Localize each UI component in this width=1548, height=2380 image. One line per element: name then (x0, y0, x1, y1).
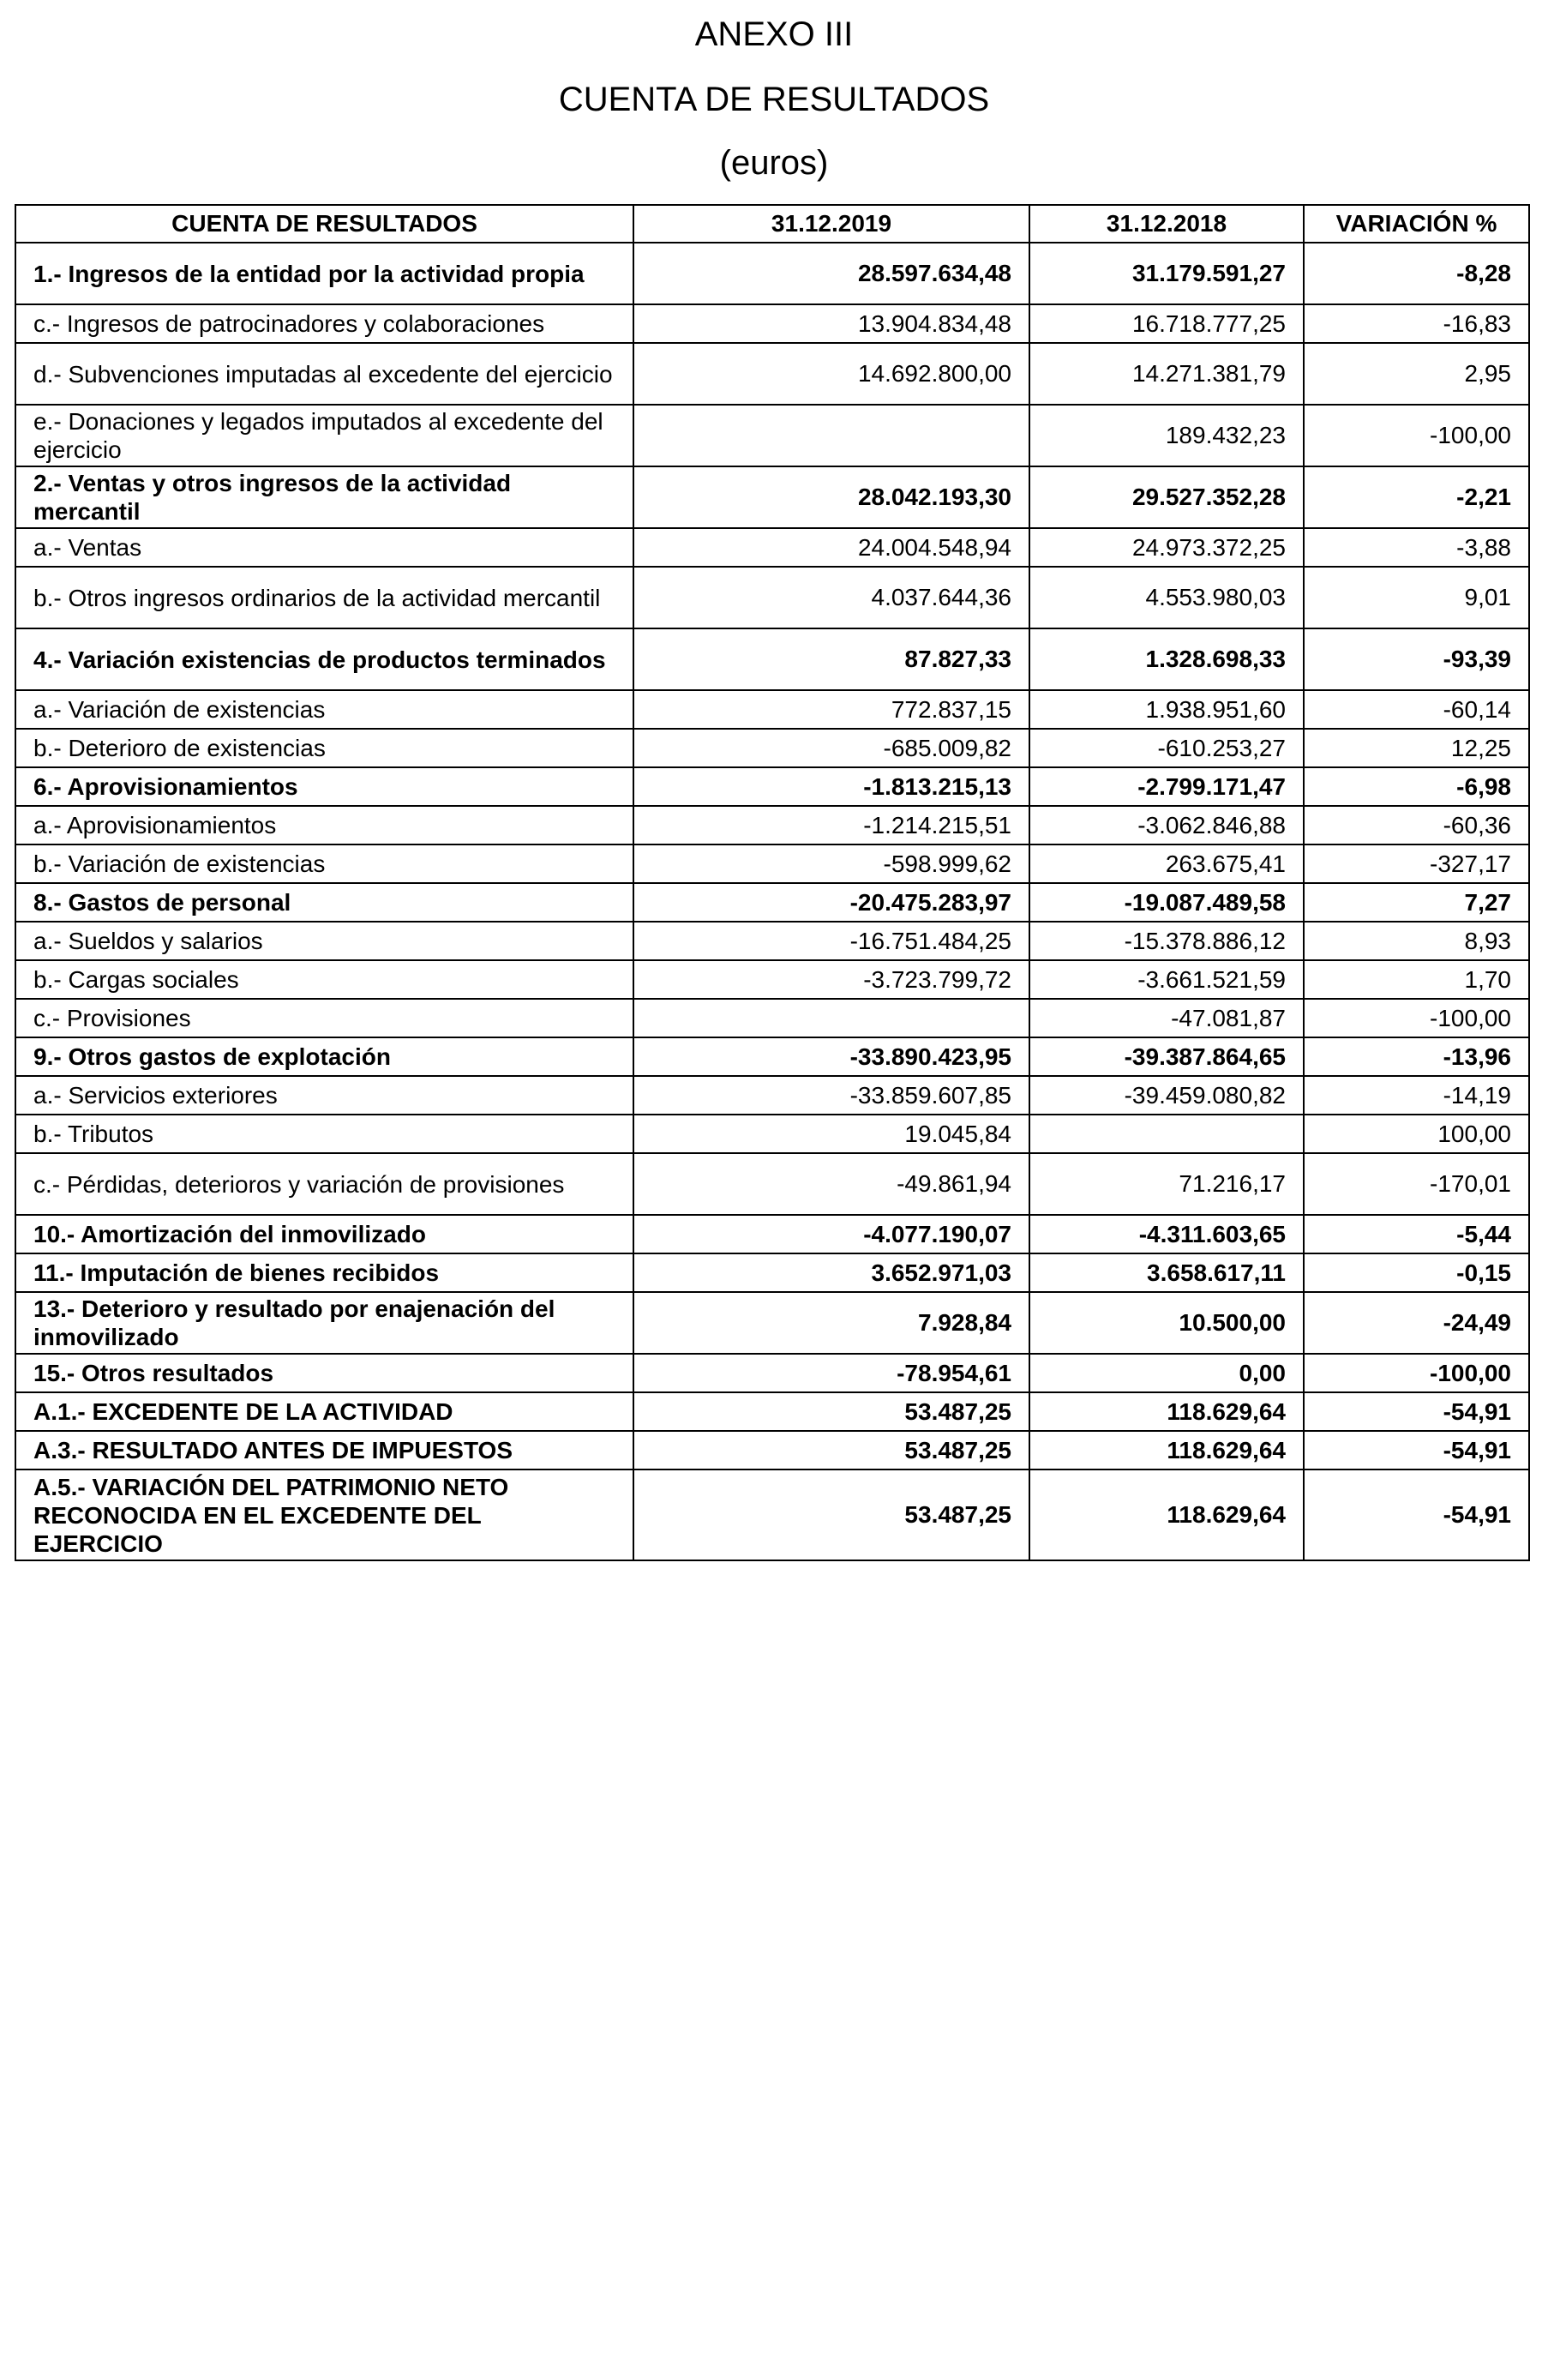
variation-percent: -14,19 (1304, 1076, 1529, 1115)
row-label: a.- Aprovisionamientos (15, 806, 633, 844)
table-row (15, 1153, 1529, 1215)
value-2019: 87.827,33 (633, 628, 1029, 690)
variation-percent: -170,01 (1304, 1153, 1529, 1215)
row-label: A.5.- VARIACIÓN DEL PATRIMONIO NETO RECONOCIDA EN EL EXCEDENTE DEL EJERCICIO (15, 1469, 633, 1560)
row-label: a.- Sueldos y salarios (15, 922, 633, 960)
value-2019: 4.037.644,36 (633, 567, 1029, 628)
table-row (15, 767, 1529, 806)
row-label: 2.- Ventas y otros ingresos de la actividad mercantil (15, 466, 633, 528)
value-2018: -19.087.489,58 (1029, 883, 1304, 922)
column-header-concept: CUENTA DE RESULTADOS (15, 205, 633, 243)
table-row (15, 1076, 1529, 1115)
variation-percent: -13,96 (1304, 1037, 1529, 1076)
value-2018 (1029, 1115, 1304, 1153)
variation-percent: 100,00 (1304, 1115, 1529, 1153)
variation-percent: -100,00 (1304, 405, 1529, 466)
value-2018: -3.661.521,59 (1029, 960, 1304, 999)
value-2019: -1.214.215,51 (633, 806, 1029, 844)
value-2018: 71.216,17 (1029, 1153, 1304, 1215)
column-header-2019: 31.12.2019 (633, 205, 1029, 243)
variation-percent: 1,70 (1304, 960, 1529, 999)
row-label: 15.- Otros resultados (15, 1354, 633, 1392)
value-2019: -3.723.799,72 (633, 960, 1029, 999)
table-row (15, 528, 1529, 567)
variation-percent: -24,49 (1304, 1292, 1529, 1354)
table-row (15, 844, 1529, 883)
table-row (15, 729, 1529, 767)
variation-percent: 8,93 (1304, 922, 1529, 960)
value-2019: 28.042.193,30 (633, 466, 1029, 528)
value-2018: 1.938.951,60 (1029, 690, 1304, 729)
value-2018: -15.378.886,12 (1029, 922, 1304, 960)
value-2018: 29.527.352,28 (1029, 466, 1304, 528)
value-2019: 7.928,84 (633, 1292, 1029, 1354)
value-2018: 4.553.980,03 (1029, 567, 1304, 628)
table-row (15, 304, 1529, 343)
value-2019: 772.837,15 (633, 690, 1029, 729)
variation-percent: 2,95 (1304, 343, 1529, 405)
value-2019: -33.859.607,85 (633, 1076, 1029, 1115)
table-row (15, 1253, 1529, 1292)
value-2018: -2.799.171,47 (1029, 767, 1304, 806)
value-2019: 14.692.800,00 (633, 343, 1029, 405)
variation-percent: -54,91 (1304, 1392, 1529, 1431)
variation-percent: -100,00 (1304, 999, 1529, 1037)
variation-percent: -0,15 (1304, 1253, 1529, 1292)
row-label: 9.- Otros gastos de explotación (15, 1037, 633, 1076)
value-2018: 16.718.777,25 (1029, 304, 1304, 343)
column-header-2018: 31.12.2018 (1029, 205, 1304, 243)
row-label: e.- Donaciones y legados imputados al excedente del ejercicio (15, 405, 633, 466)
row-label: b.- Variación de existencias (15, 844, 633, 883)
table-header (15, 205, 1529, 243)
variation-percent: -54,91 (1304, 1431, 1529, 1469)
table-row (15, 1115, 1529, 1153)
value-2019: 53.487,25 (633, 1431, 1029, 1469)
variation-percent: 9,01 (1304, 567, 1529, 628)
results-table (15, 204, 1530, 1561)
value-2018: -39.459.080,82 (1029, 1076, 1304, 1115)
row-label: b.- Cargas sociales (15, 960, 633, 999)
table-row (15, 960, 1529, 999)
table-row (15, 466, 1529, 528)
row-label: d.- Subvenciones imputadas al excedente del ejercicio (15, 343, 633, 405)
variation-percent: -327,17 (1304, 844, 1529, 883)
value-2018: 118.629,64 (1029, 1392, 1304, 1431)
value-2019: -49.861,94 (633, 1153, 1029, 1215)
row-label: c.- Ingresos de patrocinadores y colaboraciones (15, 304, 633, 343)
variation-percent: -6,98 (1304, 767, 1529, 806)
value-2018: 3.658.617,11 (1029, 1253, 1304, 1292)
variation-percent: 7,27 (1304, 883, 1529, 922)
document-title: CUENTA DE RESULTADOS (558, 81, 990, 118)
header-row (15, 205, 1529, 243)
row-label: a.- Ventas (15, 528, 633, 567)
value-2018: -610.253,27 (1029, 729, 1304, 767)
value-2018: -3.062.846,88 (1029, 806, 1304, 844)
variation-percent: -8,28 (1304, 243, 1529, 304)
table-row (15, 1354, 1529, 1392)
value-2019: -16.751.484,25 (633, 922, 1029, 960)
value-2018: 263.675,41 (1029, 844, 1304, 883)
row-label: c.- Provisiones (15, 999, 633, 1037)
row-label: A.3.- RESULTADO ANTES DE IMPUESTOS (15, 1431, 633, 1469)
value-2018: 24.973.372,25 (1029, 528, 1304, 567)
value-2019: -78.954,61 (633, 1354, 1029, 1392)
variation-percent: -93,39 (1304, 628, 1529, 690)
value-2018: 0,00 (1029, 1354, 1304, 1392)
value-2019: 53.487,25 (633, 1392, 1029, 1431)
value-2019: 24.004.548,94 (633, 528, 1029, 567)
table-row (15, 243, 1529, 304)
currency-unit: (euros) (719, 144, 829, 182)
variation-percent: -5,44 (1304, 1215, 1529, 1253)
table-row (15, 567, 1529, 628)
variation-percent: 12,25 (1304, 729, 1529, 767)
value-2018: -39.387.864,65 (1029, 1037, 1304, 1076)
annex-title: ANEXO III (694, 15, 854, 53)
row-label: 10.- Amortización del inmovilizado (15, 1215, 633, 1253)
value-2019 (633, 999, 1029, 1037)
row-label: a.- Servicios exteriores (15, 1076, 633, 1115)
table-row (15, 405, 1529, 466)
row-label: 1.- Ingresos de la entidad por la actividad propia (15, 243, 633, 304)
value-2018: 31.179.591,27 (1029, 243, 1304, 304)
value-2019: -1.813.215,13 (633, 767, 1029, 806)
variation-percent: -100,00 (1304, 1354, 1529, 1392)
row-label: c.- Pérdidas, deterioros y variación de provisiones (15, 1153, 633, 1215)
variation-percent: -16,83 (1304, 304, 1529, 343)
value-2018: -4.311.603,65 (1029, 1215, 1304, 1253)
table-body (15, 243, 1529, 1560)
value-2019: -685.009,82 (633, 729, 1029, 767)
value-2019: -20.475.283,97 (633, 883, 1029, 922)
table-row (15, 1469, 1529, 1560)
row-label: b.- Otros ingresos ordinarios de la actividad mercantil (15, 567, 633, 628)
row-label: A.1.- EXCEDENTE DE LA ACTIVIDAD (15, 1392, 633, 1431)
value-2019: 53.487,25 (633, 1469, 1029, 1560)
row-label: 6.- Aprovisionamientos (15, 767, 633, 806)
variation-percent: -2,21 (1304, 466, 1529, 528)
value-2018: 14.271.381,79 (1029, 343, 1304, 405)
table-row (15, 999, 1529, 1037)
table-row (15, 806, 1529, 844)
table-row (15, 922, 1529, 960)
value-2018: 118.629,64 (1029, 1469, 1304, 1560)
value-2019: 28.597.634,48 (633, 243, 1029, 304)
variation-percent: -3,88 (1304, 528, 1529, 567)
value-2018: 10.500,00 (1029, 1292, 1304, 1354)
value-2019: 13.904.834,48 (633, 304, 1029, 343)
value-2019 (633, 405, 1029, 466)
value-2019: 19.045,84 (633, 1115, 1029, 1153)
table-row (15, 690, 1529, 729)
table-row (15, 1431, 1529, 1469)
row-label: 13.- Deterioro y resultado por enajenación del inmovilizado (15, 1292, 633, 1354)
variation-percent: -54,91 (1304, 1469, 1529, 1560)
variation-percent: -60,14 (1304, 690, 1529, 729)
value-2019: -33.890.423,95 (633, 1037, 1029, 1076)
value-2018: -47.081,87 (1029, 999, 1304, 1037)
value-2018: 118.629,64 (1029, 1431, 1304, 1469)
row-label: a.- Variación de existencias (15, 690, 633, 729)
value-2019: 3.652.971,03 (633, 1253, 1029, 1292)
value-2018: 1.328.698,33 (1029, 628, 1304, 690)
value-2019: -4.077.190,07 (633, 1215, 1029, 1253)
variation-percent: -60,36 (1304, 806, 1529, 844)
table-row (15, 343, 1529, 405)
table-row (15, 1215, 1529, 1253)
table-row (15, 1037, 1529, 1076)
value-2018: 189.432,23 (1029, 405, 1304, 466)
table-row (15, 628, 1529, 690)
table-row (15, 1392, 1529, 1431)
row-label: b.- Tributos (15, 1115, 633, 1153)
table-row (15, 883, 1529, 922)
value-2019: -598.999,62 (633, 844, 1029, 883)
column-header-variation: VARIACIÓN % (1304, 205, 1529, 243)
row-label: 11.- Imputación de bienes recibidos (15, 1253, 633, 1292)
table-row (15, 1292, 1529, 1354)
row-label: 8.- Gastos de personal (15, 883, 633, 922)
row-label: b.- Deterioro de existencias (15, 729, 633, 767)
row-label: 4.- Variación existencias de productos terminados (15, 628, 633, 690)
